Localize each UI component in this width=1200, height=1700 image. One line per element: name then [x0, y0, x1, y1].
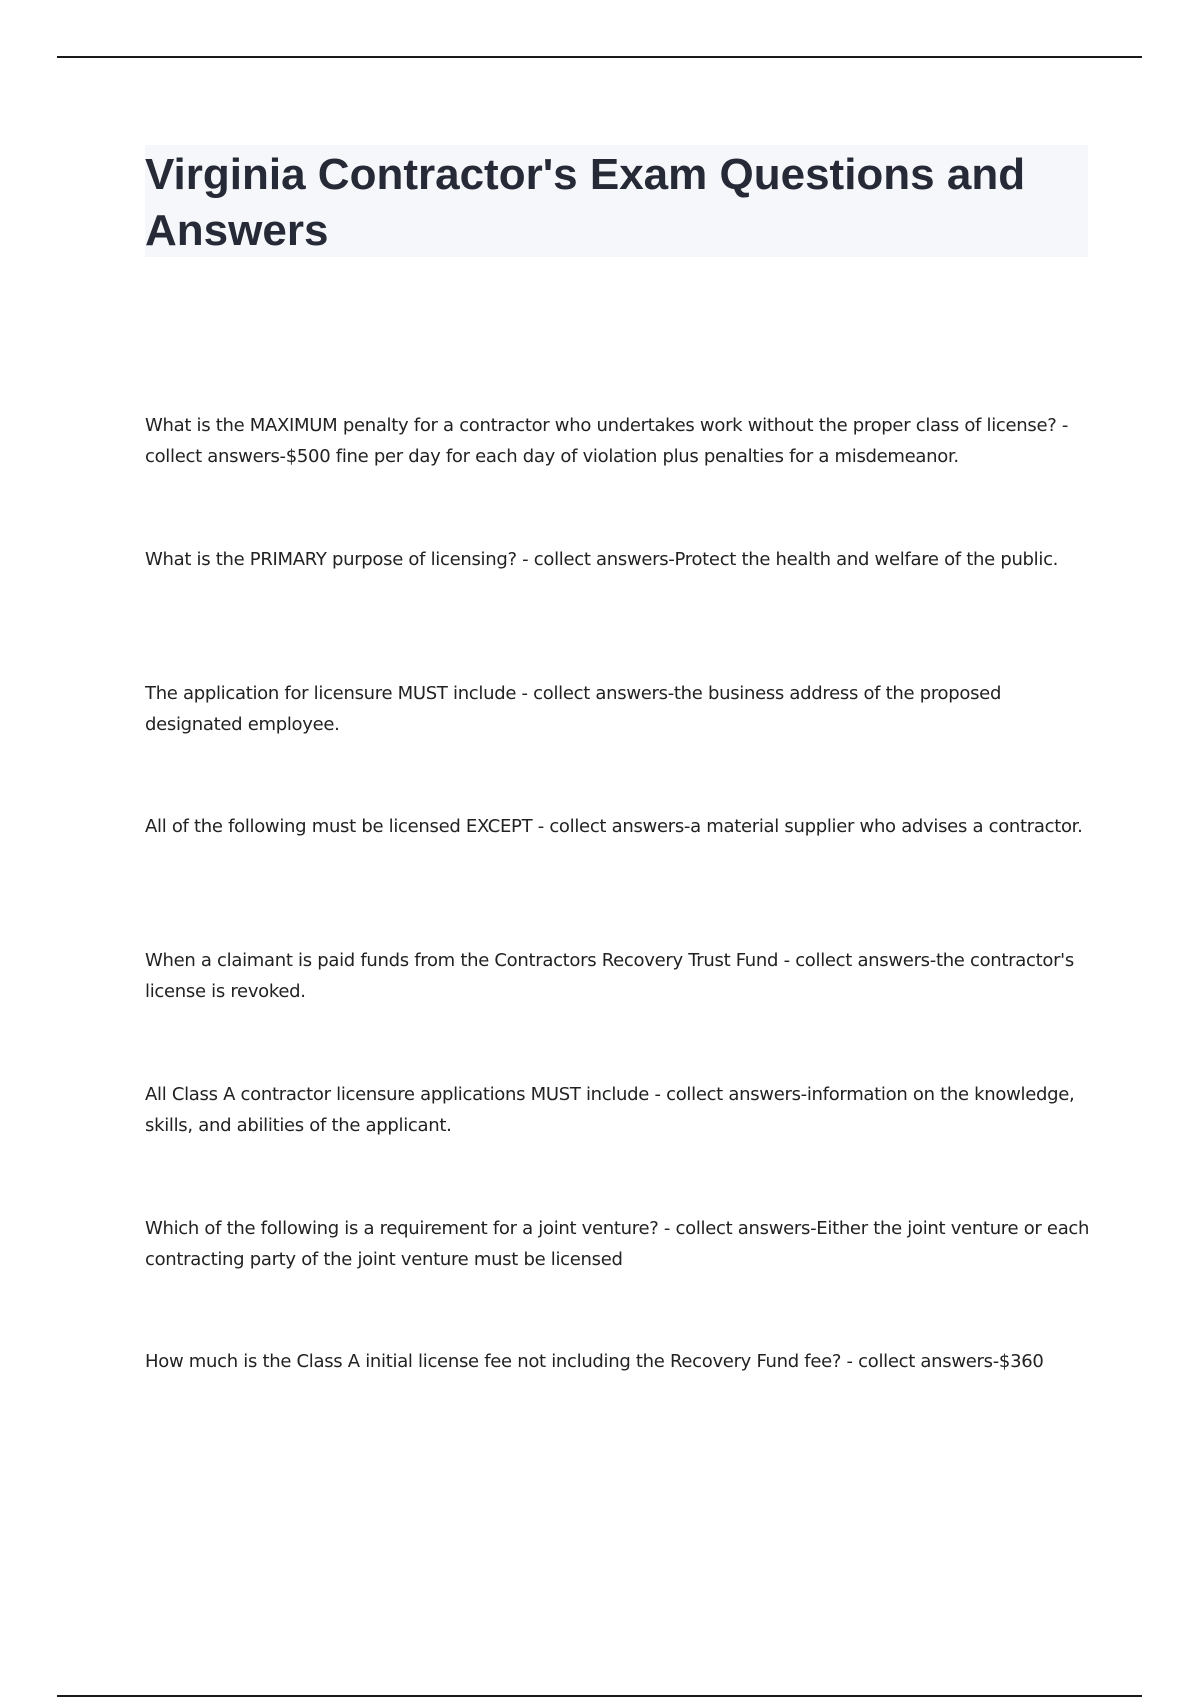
- bottom-divider: [57, 1695, 1142, 1697]
- qa-item: Which of the following is a requirement for a joint venture? - collect answers-Either the joint venture or each contracting party of the joint venture must be licensed: [145, 1218, 1090, 1270]
- title-banner: [145, 145, 1088, 257]
- qa-item: How much is the Class A initial license fee not including the Recovery Fund fee? - collect answers-$360: [145, 1351, 1044, 1372]
- qa-item: What is the MAXIMUM penalty for a contractor who undertakes work without the proper class of license? - collect answers-$500 fine per day for each day of violation plus penalties for a misdemeanor.: [145, 415, 1069, 467]
- qa-item: All of the following must be licensed EXCEPT - collect answers-a material supplier who advises a contractor.: [145, 816, 1083, 837]
- qa-item: When a claimant is paid funds from the Contractors Recovery Trust Fund - collect answers-the contractor's license is revoked.: [145, 950, 1074, 1002]
- qa-item: What is the PRIMARY purpose of licensing? - collect answers-Protect the health and welfare of the public.: [145, 549, 1059, 570]
- document-title: Virginia Contractor's Exam Questions and Answers: [145, 150, 1026, 255]
- qa-item: The application for licensure MUST include - collect answers-the business address of the proposed designated employee.: [145, 683, 1002, 735]
- top-divider: [57, 56, 1142, 58]
- qa-item: All Class A contractor licensure applications MUST include - collect answers-information on the knowledge, skills, and abilities of the applicant.: [145, 1084, 1075, 1136]
